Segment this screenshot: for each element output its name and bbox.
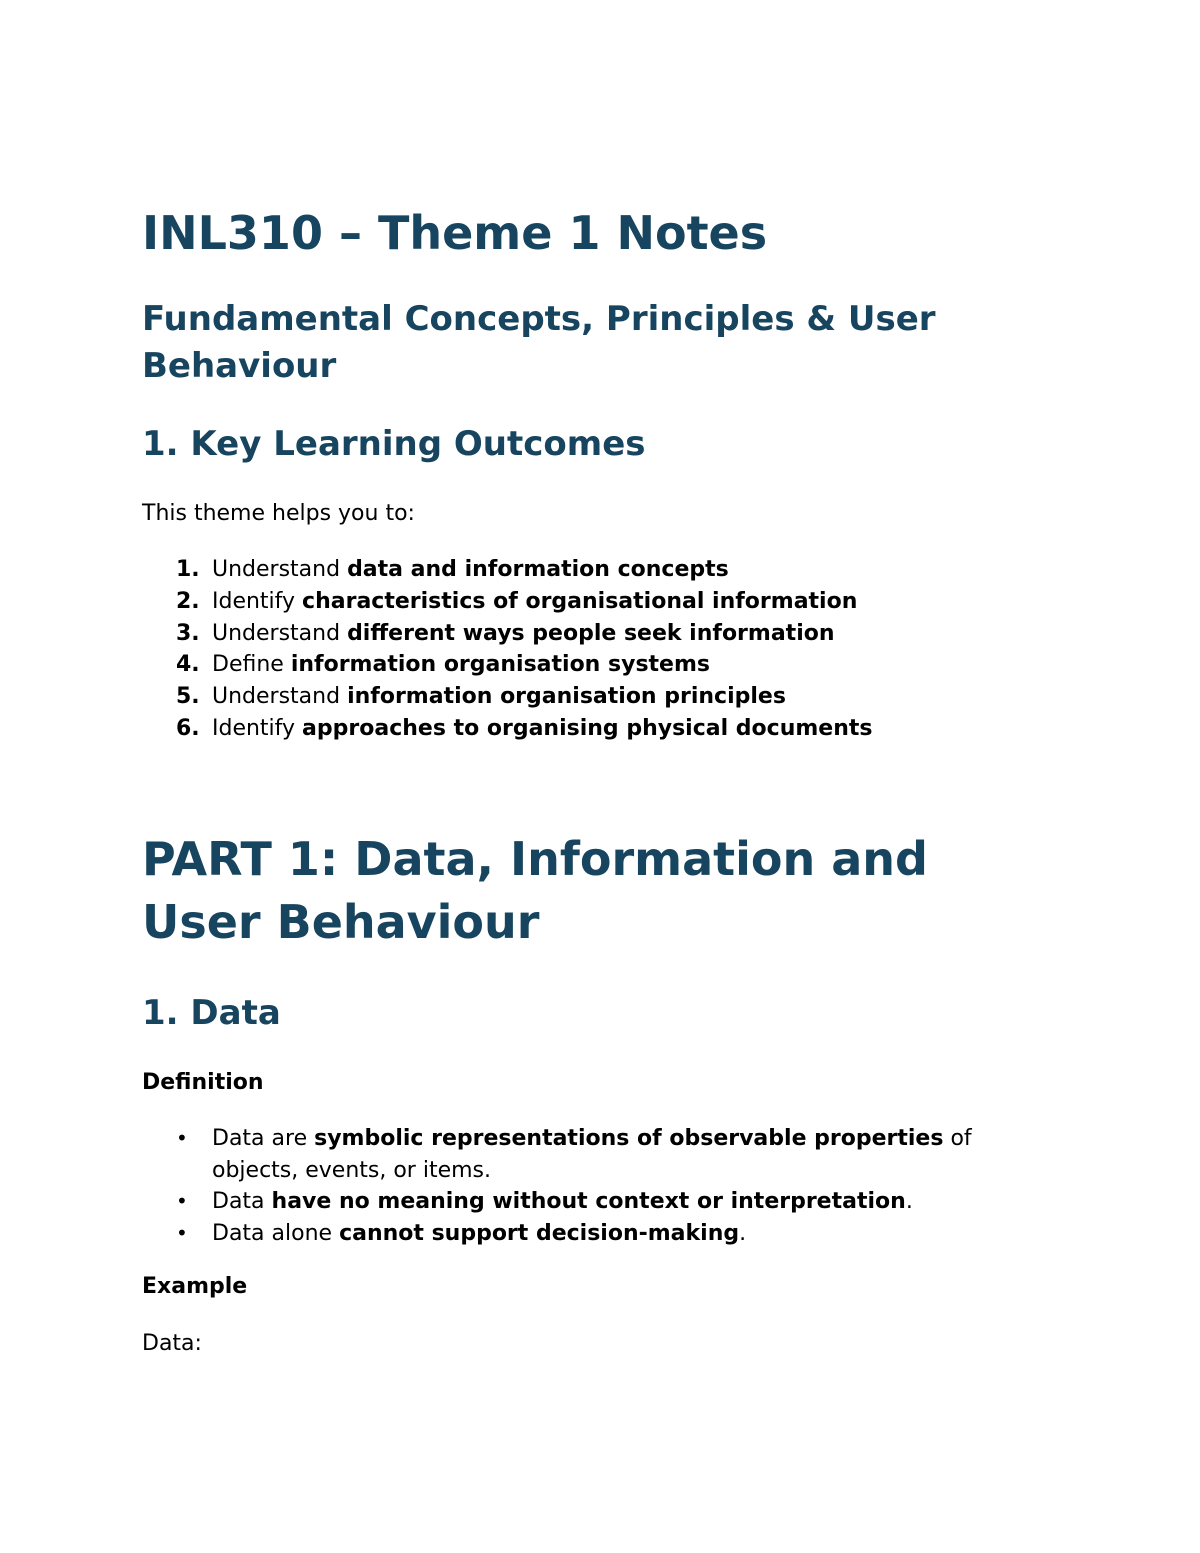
list-item-text: Understand: [212, 620, 348, 646]
list-item-emphasis: information organisation systems: [290, 652, 710, 678]
list-item-text: Data are: [212, 1126, 315, 1151]
data-label: Data:: [142, 1331, 202, 1356]
list-item-text: Understand: [212, 684, 348, 710]
definition-list: [142, 1123, 1042, 1249]
list-number: 3.: [176, 620, 200, 646]
list-item-emphasis: symbolic representations of observable properties: [314, 1126, 944, 1151]
list-number: 2.: [176, 588, 200, 614]
bullet-icon: •: [176, 1220, 188, 1245]
definition-label: Definition: [142, 1070, 264, 1095]
list-item: [142, 649, 873, 681]
list-item: [142, 681, 873, 713]
learning-outcomes-list: [142, 554, 873, 745]
list-item-emphasis: information organisation principles: [347, 684, 786, 710]
list-item-text: Define: [212, 652, 291, 678]
part-title: PART 1: Data, Information and User Behaviour: [142, 832, 928, 949]
list-item: [142, 1218, 1042, 1250]
document-subtitle: Fundamental Concepts, Principles & User Behaviour: [142, 299, 936, 386]
list-item-emphasis: have no meaning without context or interpretation: [271, 1189, 906, 1214]
list-number: 1.: [176, 557, 200, 582]
section-heading-key-learning-outcomes: 1. Key Learning Outcomes: [142, 424, 646, 464]
list-number: 5.: [176, 684, 200, 710]
list-item-emphasis: data and information concepts: [347, 557, 729, 582]
list-item: [142, 618, 873, 650]
document-title: INL310 – Theme 1 Notes: [142, 206, 768, 260]
list-item: [142, 554, 873, 586]
list-item-text: Identify: [212, 588, 303, 614]
list-item-text: Understand: [212, 557, 348, 582]
list-item-emphasis: cannot support decision-making: [339, 1220, 740, 1246]
list-number: 4.: [176, 652, 200, 678]
list-number: 6.: [176, 715, 200, 741]
intro-text: This theme helps you to:: [142, 501, 415, 526]
list-item-emphasis: different ways people seek information: [347, 620, 835, 646]
list-item: [142, 1123, 1042, 1186]
bullet-icon: •: [176, 1126, 188, 1150]
list-item: [142, 586, 873, 618]
list-item-text: of objects, events, or items.: [212, 1126, 972, 1183]
list-item-text: .: [905, 1189, 913, 1214]
list-item-text: .: [739, 1220, 747, 1246]
example-label: Example: [142, 1274, 248, 1299]
list-item-emphasis: approaches to organising physical documents: [302, 715, 873, 741]
bullet-icon: •: [176, 1189, 188, 1213]
list-item-text: Data: [212, 1189, 272, 1214]
section-heading-data: 1. Data: [142, 993, 281, 1033]
list-item: [142, 1186, 1042, 1218]
list-item-text: Data alone: [212, 1220, 340, 1246]
list-item-emphasis: characteristics of organisational information: [302, 588, 858, 614]
list-item-text: Identify: [212, 715, 303, 741]
list-item: [142, 713, 873, 745]
